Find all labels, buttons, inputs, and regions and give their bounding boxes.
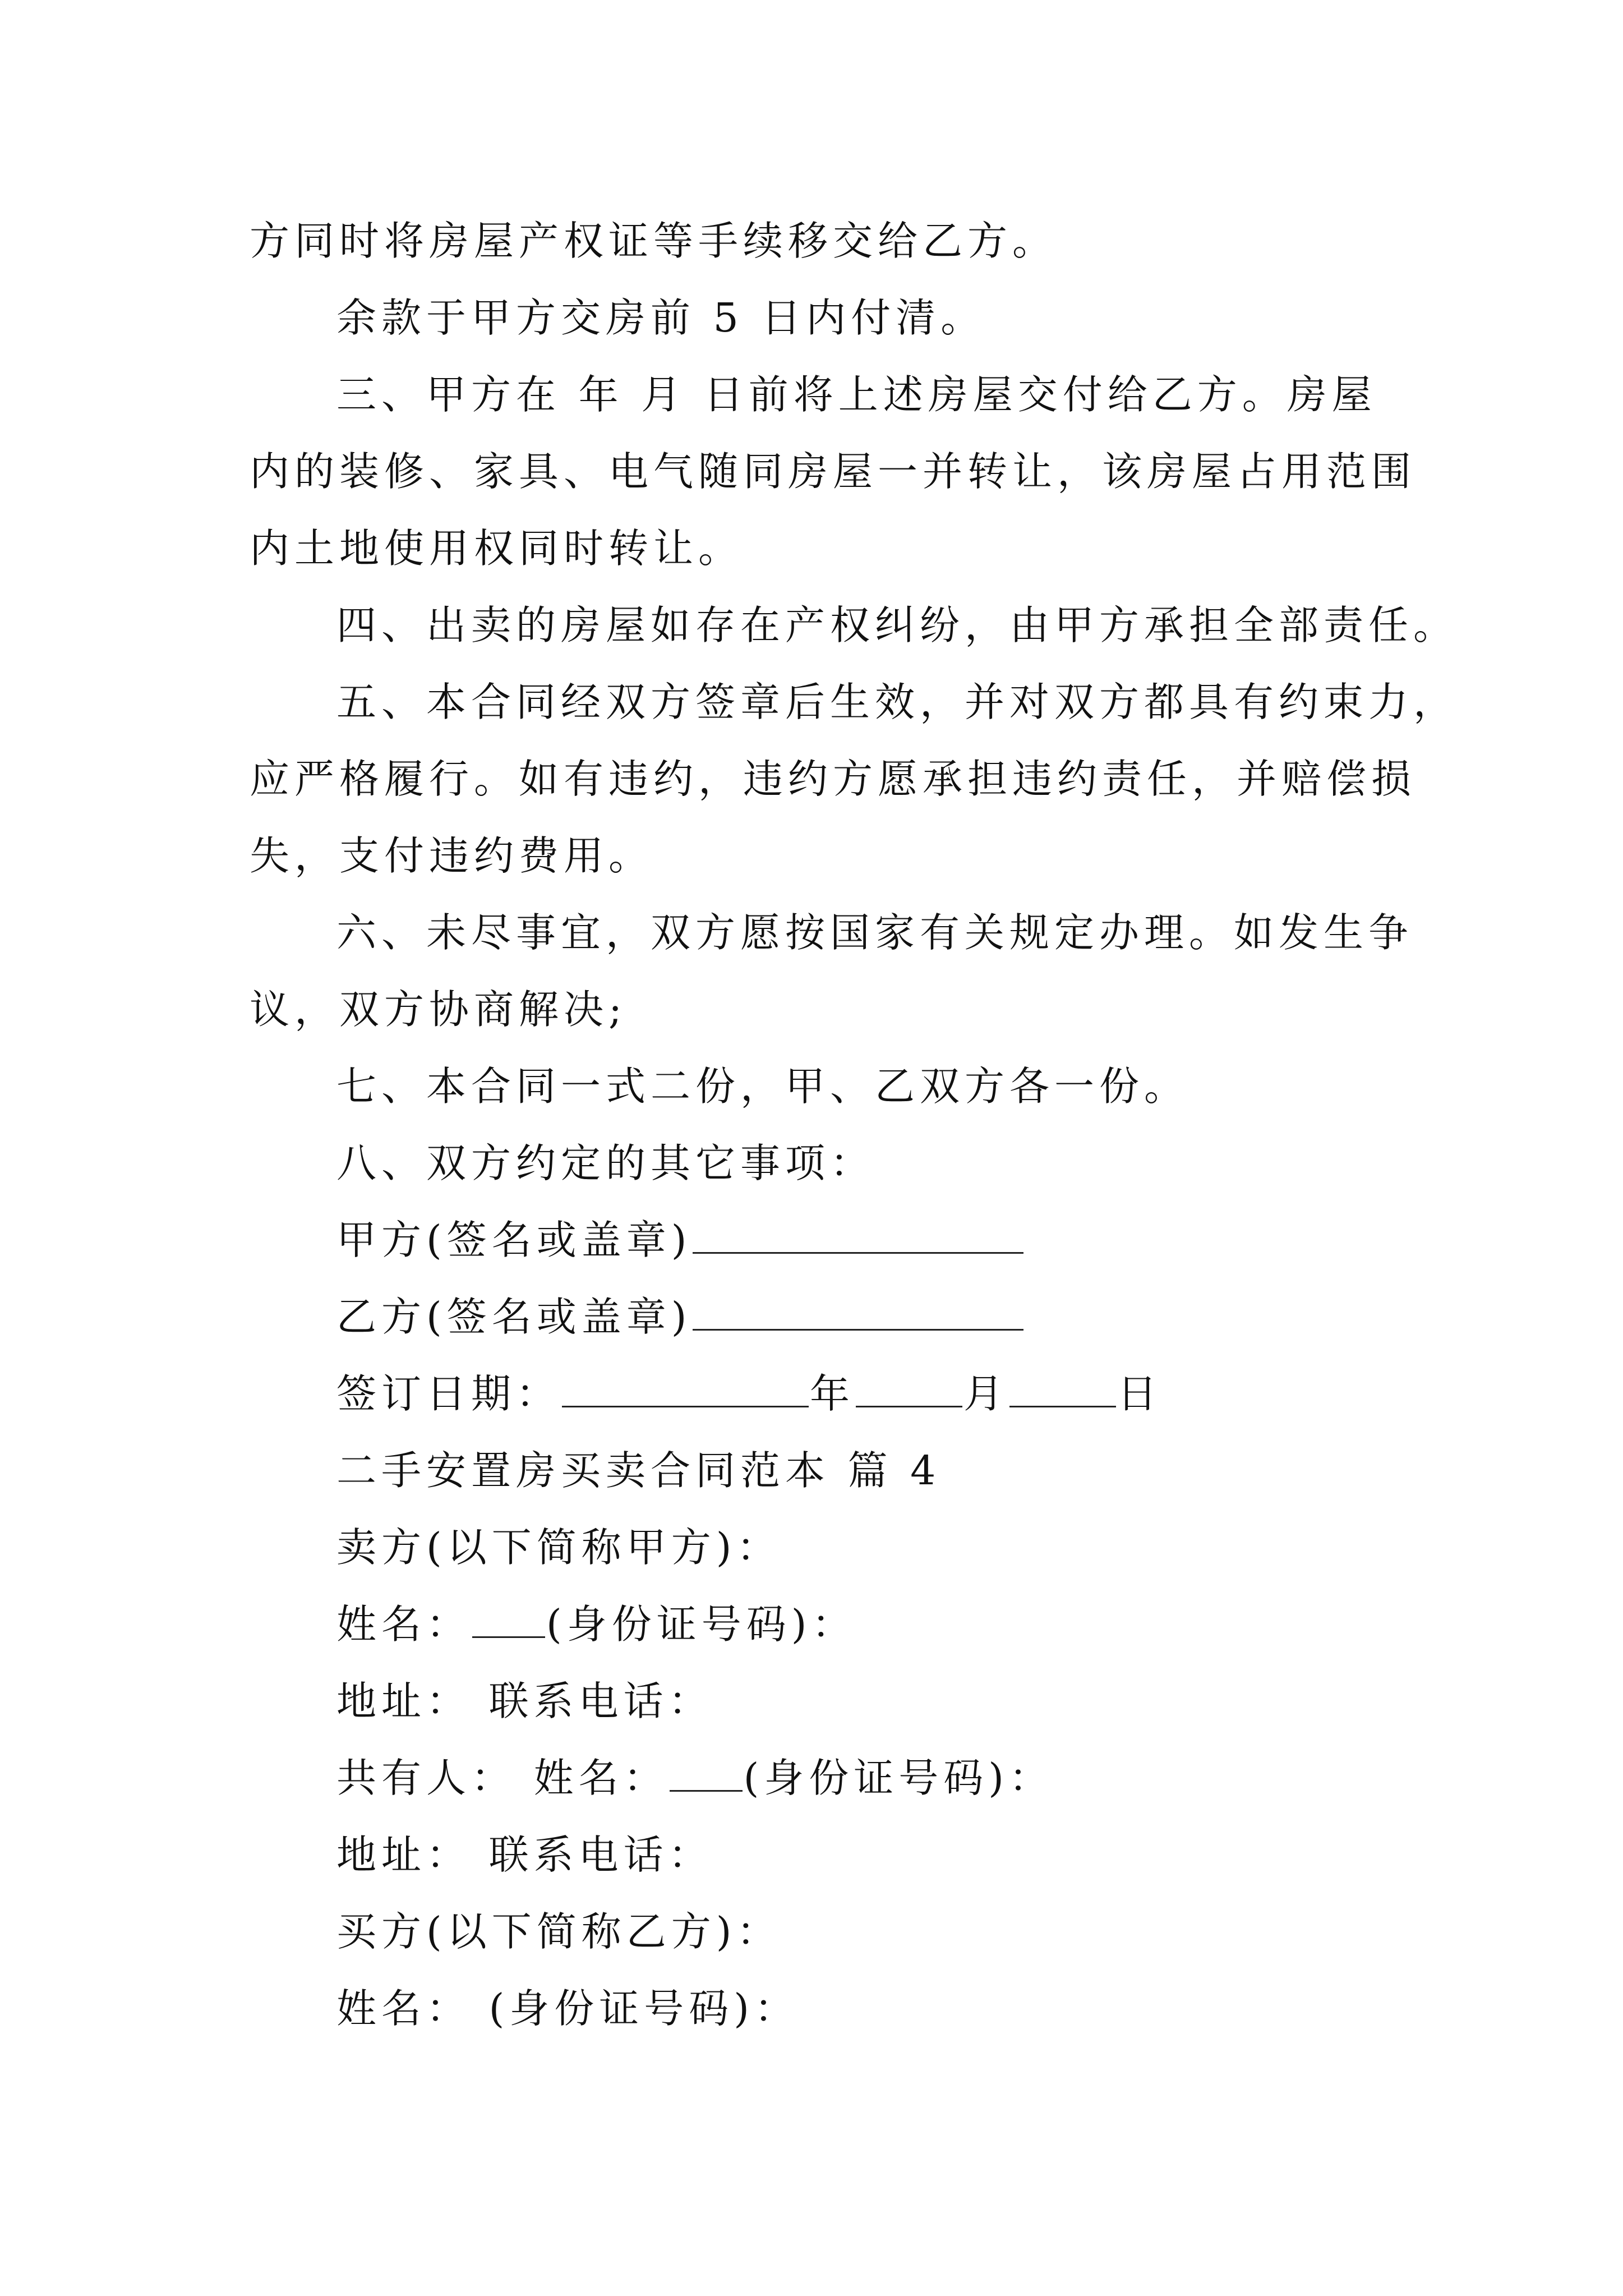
paragraph-line: 四、出卖的房屋如存在产权纠纷，由甲方承担全部责任。: [336, 602, 1459, 648]
id-label: (身份证号码)：: [743, 1755, 1054, 1801]
buyer-heading: 买方(以下简称乙方)：: [336, 1908, 782, 1955]
signature-blank[interactable]: [693, 1295, 1023, 1331]
coowner-line: [336, 1750, 1054, 1806]
paragraph-line: 五、本合同经双方签章后生效，并对双方都具有约束力，: [336, 679, 1459, 725]
paragraph-line: 八、双方约定的其它事项：: [336, 1140, 875, 1186]
signature-label: 甲方(签名或盖章): [336, 1217, 692, 1263]
section-title: 二手安置房买卖合同范本 篇 4: [336, 1447, 941, 1494]
paragraph-line: 七、本合同一式二份，甲、乙双方各一份。: [336, 1063, 1189, 1110]
seller-heading: 卖方(以下简称甲方)：: [336, 1524, 782, 1571]
paragraph-line: 六、未尽事宜，双方愿按国家有关规定办理。如发生争: [336, 909, 1414, 956]
paragraph-line: 内的装修、家具、电气随同房屋一并转让，该房屋占用范围: [250, 448, 1417, 495]
name-label: 姓名：: [336, 1601, 472, 1648]
paragraph-line: 方同时将房屋产权证等手续移交给乙方。: [250, 218, 1058, 264]
paragraph-line: 应严格履行。如有违约，违约方愿承担违约责任，并赔偿损: [250, 756, 1417, 802]
name-blank[interactable]: [472, 1603, 545, 1638]
paragraph-line: 余款于甲方交房前 5 日内付清。: [336, 295, 986, 341]
seller-address-line: 地址： 联系电话：: [336, 1678, 713, 1724]
date-label: 签订日期：: [336, 1370, 561, 1417]
buyer-name-line: 姓名： (身份证号码)：: [336, 1985, 799, 2032]
month-blank[interactable]: [856, 1372, 962, 1407]
id-label: (身份证号码)：: [546, 1601, 857, 1648]
name-blank[interactable]: [670, 1756, 743, 1792]
paragraph-line: 三、甲方在 年 月 日前将上述房屋交付给乙方。房屋: [336, 371, 1377, 418]
signature-label: 乙方(签名或盖章): [336, 1294, 692, 1340]
signature-blank[interactable]: [693, 1218, 1023, 1254]
coowner-label: 共有人： 姓名：: [336, 1755, 668, 1801]
year-label: 年: [810, 1370, 855, 1417]
day-label: 日: [1117, 1370, 1163, 1417]
signature-line-party-b: [336, 1289, 1025, 1345]
signing-date-line: [336, 1366, 1162, 1422]
seller-name-line: [336, 1596, 856, 1653]
month-label: 月: [963, 1370, 1009, 1417]
coowner-address-line: 地址： 联系电话：: [336, 1832, 713, 1878]
day-blank[interactable]: [1009, 1372, 1116, 1407]
year-blank[interactable]: [562, 1372, 809, 1407]
paragraph-line: 失，支付违约费用。: [250, 832, 654, 879]
paragraph-line: 议，双方协商解决;: [250, 986, 627, 1033]
paragraph-line: 内土地使用权同时转让。: [250, 525, 744, 572]
signature-line-party-a: [336, 1212, 1025, 1268]
